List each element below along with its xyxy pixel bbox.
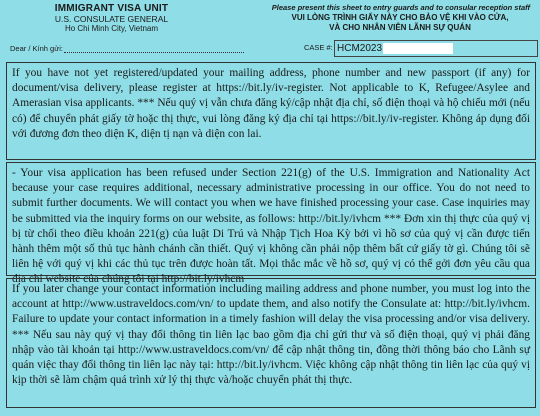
recipient-label: Dear / Kính gửi: <box>10 44 63 53</box>
unit-title: IMMIGRANT VISA UNIT <box>54 3 169 14</box>
refusal-paragraph: - Your visa application has been refused under Section 221(g) of the U.S. Immigration and Nationality Act because your case requires additional, necessary administrative processing in our office. You do not need to submit further documents. We will contact you when we have finished processing your case. Case inquiries may be submitted via the inquiry forms on our website, as follows: http://bit.ly/ivhcm *** Đơn xin thị thực của quý vị bị từ chối theo điều khoản 221(g) của luật Di Trú và Nhập Tịch Hoa Kỳ bởi vì hồ sơ của quý vị cần được tiến hành thêm một số thủ tục hành chánh cần thiết. Quý vị không cần phải nộp thêm bất cứ giấy tờ gì. Chúng tôi sẽ liên hệ với quý vị khi các thủ tục trên được hoàn tất. Mọi thắc mắc về hồ sơ, quý vị có thể gởi đơn yêu cầu qua địa chỉ website của chúng tôi tại http://bit.ly/ivhcm <box>12 167 530 286</box>
case-number: HCM2023 <box>337 43 383 54</box>
header <box>4 0 534 60</box>
notice-vietnamese-2: VÀ CHO NHÂN VIÊN LÃNH SỰ QUÁN <box>329 23 471 32</box>
notice-sheet <box>2 0 538 416</box>
case-label: CASE #: <box>304 43 333 52</box>
refusal-paragraph-box <box>6 162 536 286</box>
case-number-box <box>334 40 538 57</box>
redaction-block <box>383 43 453 54</box>
recipient-line <box>64 52 244 53</box>
consulate-name: U.S. CONSULATE GENERAL <box>54 14 169 24</box>
city-name: Ho Chi Minh City, Vietnam <box>64 24 159 33</box>
contact-update-paragraph: If you later change your contact information including mailing address and phone number, you must log into the account at http://www.ustraveldocs.com/vn/ to update them, and also notify the Consulate at: http://bit.ly/ivhcm. Failure to update your contact information in a timely fashion will delay the visa processing and/or visa delivery. *** Nếu sau này quý vị thay đổi thông tin liên lạc bao gồm địa chỉ gửi thư và số điện thoại, quý vị phải đăng nhập vào tài khoản tại http://www.ustraveldocs.com/vn/ để cập nhật thông tin, đồng thời thông báo cho Lãnh sự quán việc thay đổi thông tin liên lạc này tại: http://bit.ly/ivhcm. Việc không cập nhật thông tin liên lạc của quý vị kịp thời sẽ làm chậm quá trình xử lý thị thực và/hoặc chuyển phát thị thực. <box>12 283 530 387</box>
notice-english: Please present this sheet to entry guards and to consular reception staff <box>271 3 530 12</box>
registration-paragraph: If you have not yet registered/updated your mailing address, phone number and new passport (if any) for document/visa delivery, please register at https://bit.ly/iv-register. Not applicable to K, Refugee/Asylee and Amerasian visa applicants. *** Nếu quý vị vẫn chưa đăng ký/cập nhật địa chỉ, số điện thoại và hộ chiếu mới (nếu có) để chuyển phát giấy tờ hoặc thị thực, vui lòng đăng ký địa chỉ tại https://bit.ly/iv-register. Không áp dụng đối với đương đơn theo diện K, diện tị nạn và diện con lai. <box>12 67 530 140</box>
contact-update-paragraph-box <box>6 278 536 408</box>
notice-vietnamese-1: VUI LÒNG TRÌNH GIẤY NÀY CHO BẢO VỆ KHI VÀO CỬA, <box>291 13 509 22</box>
issuer-block <box>4 3 219 34</box>
registration-paragraph-box <box>6 62 536 160</box>
entry-notice <box>230 3 530 33</box>
